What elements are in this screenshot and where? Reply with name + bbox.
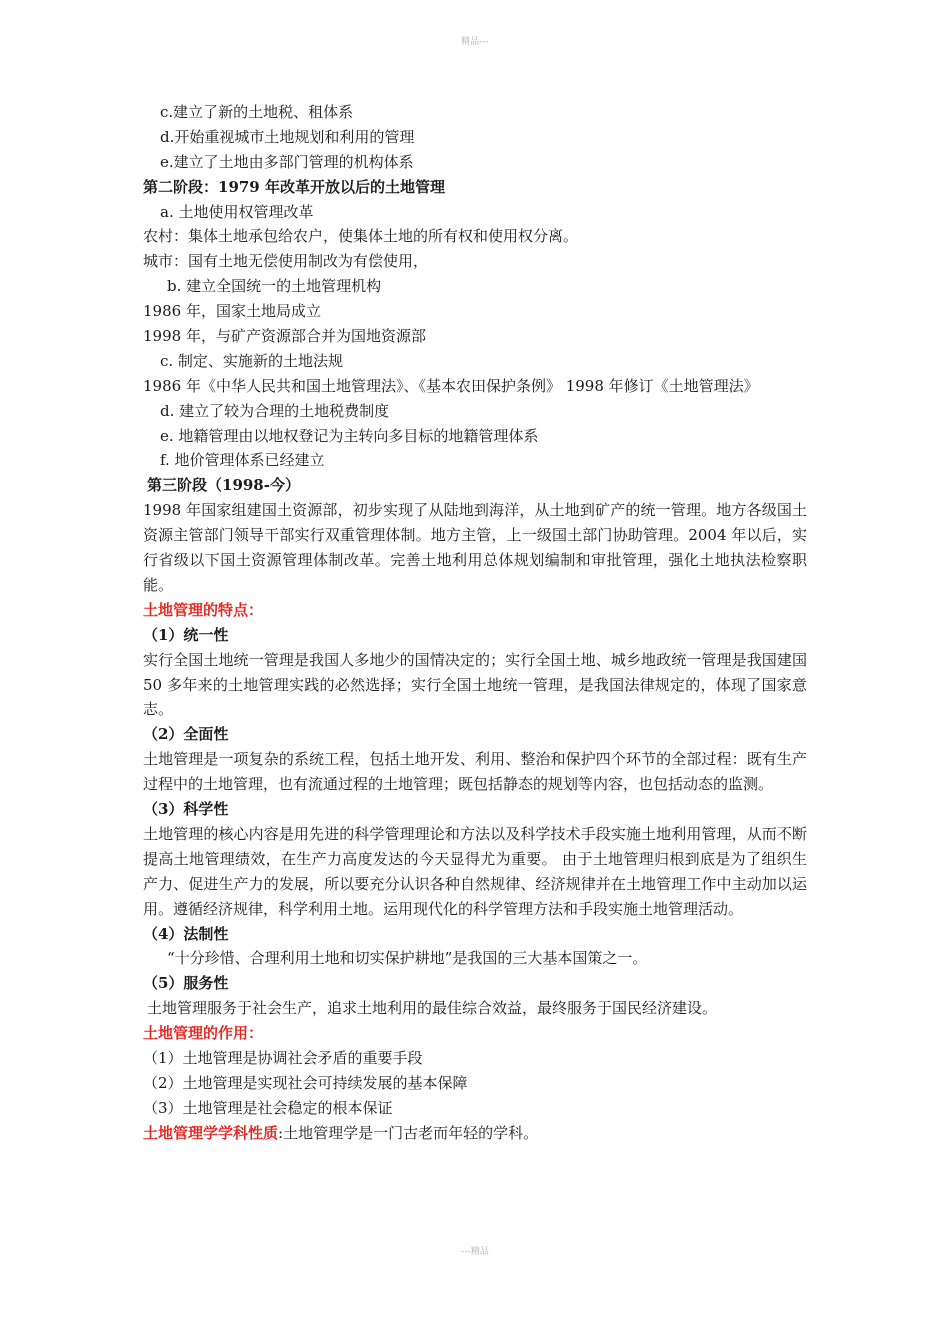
paragraph: 土地管理的核心内容是用先进的科学管理理论和方法以及科学技术手段实施土地利用管理，从而不断提高土地管理绩效，在生产力高度发达的今天显得尤为重要。 由于土地管理归根到底是为了组织生产力、促进生产力的发展，所以要充分认识各种自然规律、经济规律并在土地管理工作中主动加以运用。遵循经济规律，科学利用土地。运用现代化的科学管理方法和手段实施土地管理活动。 — [143, 824, 807, 918]
list-item: d. 建立了较为合理的土地税费制度 — [160, 401, 390, 420]
page-header: 精品--- — [461, 37, 489, 47]
text-line: 城市：国有土地无偿使用制改为有偿使用， — [143, 252, 429, 271]
nature-label: 土地管理学学科性质 — [143, 1123, 279, 1142]
paragraph: 1998 年国家组建国土资源部，初步实现了从陆地到海洋，从土地到矿产的统一管理。地方各级国土资源主管部门领导干部实行双重管理体制。地方主管，上一级国土部门协助管理。2004 年以后，实行省级以下国土资源管理体制改革。完善土地利用总体规划编制和审批管理，强化土地执法检察职能。 — [143, 501, 807, 594]
section-heading-features: 土地管理的特点： — [143, 600, 264, 619]
list-item: e. 地籍管理由以地权登记为主转向多目标的地籍管理体系 — [160, 426, 539, 445]
section-heading-stage-2: 第二阶段：1979 年改革开放以后的土地管理 — [143, 177, 445, 196]
nature-text: :土地管理学是一门古老而年轻的学科。 — [278, 1123, 539, 1142]
feature-heading: （5）服务性 — [143, 974, 229, 993]
feature-heading: （4）法制性 — [143, 924, 229, 943]
nature-line — [143, 1121, 807, 1146]
text-line: “十分珍惜、合理利用土地和切实保护耕地”是我国的三大基本国策之一。 — [167, 949, 648, 968]
text-line: 1986 年《中华人民共和国土地管理法》、《基本农田保护条例》 1998 年修订《土地管理法》 — [143, 376, 759, 395]
list-item: c.建立了新的土地税、租体系 — [160, 103, 354, 121]
text-line: 1986 年，国家土地局成立 — [143, 302, 321, 321]
paragraph: 实行全国土地统一管理是我国人多地少的国情决定的；实行全国土地、城乡地政统一管理是我国建国 50 多年来的土地管理实践的必然选择；实行全国土地统一管理，是我国法律规定的，体现了国家意志。 — [143, 650, 807, 719]
list-item: e.建立了土地由多部门管理的机构体系 — [160, 152, 414, 171]
list-item: （3）土地管理是社会稳定的根本保证 — [143, 1098, 393, 1117]
section-heading-roles: 土地管理的作用： — [143, 1024, 264, 1043]
page-footer: ---精品 — [461, 1247, 489, 1257]
feature-heading: （3）科学性 — [143, 800, 229, 819]
paragraph: 土地管理是一项复杂的系统工程，包括土地开发、利用、整治和保护四个环节的全部过程：既有生产过程中的土地管理，也有流通过程的土地管理；既包括静态的规划等内容，也包括动态的监测。 — [143, 750, 807, 794]
text-line: 1998 年，与矿产资源部合并为国地资源部 — [143, 327, 426, 346]
list-item: （1）土地管理是协调社会矛盾的重要手段 — [143, 1049, 423, 1068]
list-item: f. 地价管理体系已经建立 — [160, 451, 325, 470]
list-item: （2）土地管理是实现社会可持续发展的基本保障 — [143, 1073, 468, 1092]
list-item: b. 建立全国统一的土地管理机构 — [167, 277, 382, 296]
feature-heading: （2）全面性 — [143, 725, 229, 744]
feature-heading: （1）统一性 — [143, 625, 229, 644]
list-item: d.开始重视城市土地规划和利用的管理 — [160, 127, 415, 146]
text-line: 土地管理服务于社会生产，追求土地利用的最佳综合效益，最终服务于国民经济建设。 — [147, 999, 718, 1018]
section-heading-stage-3: 第三阶段（1998-今） — [147, 476, 300, 495]
text-line: 农村：集体土地承包给农户，使集体土地的所有权和使用权分离。 — [143, 227, 579, 246]
document-body — [143, 100, 807, 1146]
list-item: c. 制定、实施新的土地法规 — [160, 351, 343, 370]
list-item: a. 土地使用权管理改革 — [160, 202, 314, 221]
